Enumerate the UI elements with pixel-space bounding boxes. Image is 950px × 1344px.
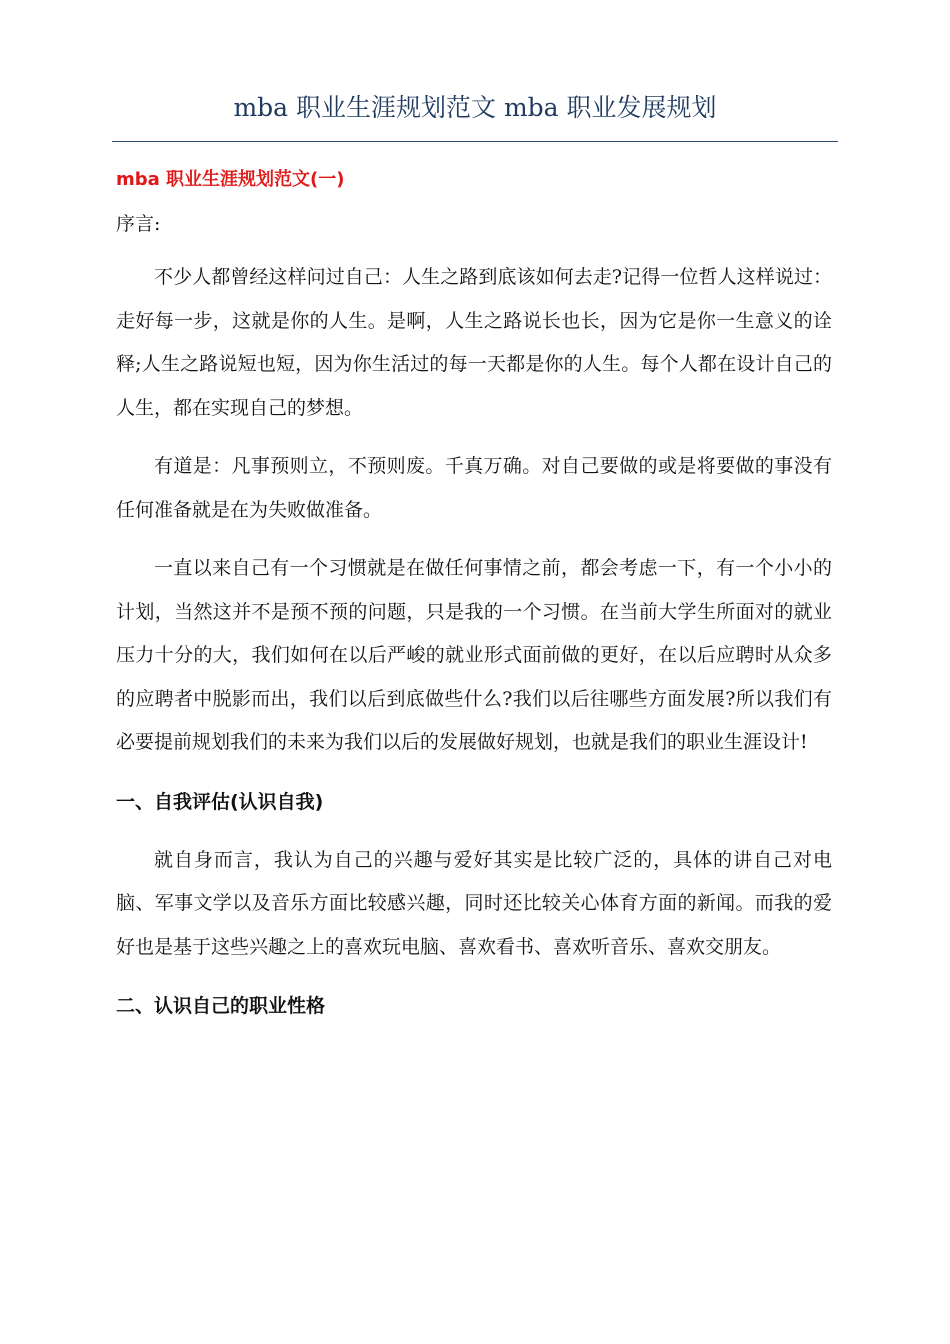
paragraph-3: 一直以来自己有一个习惯就是在做任何事情之前，都会考虑一下，有一个小小的计划，当然这并不是预不预的问题，只是我的一个习惯。在当前大学生所面对的就业压力十分的大，我们如何在以后严峻的就业形式面前做的更好，在以后应聘时从众多的应聘者中脱影而出，我们以后到底做些什么?我们以后往哪些方面发展?所以我们有必要提前规划我们的未来为我们以后的发展做好规划，也就是我们的职业生涯设计!: [116, 557, 832, 753]
paragraph-2: 有道是：凡事预则立，不预则废。千真万确。对自己要做的或是将要做的事没有任何准备就是在为失败做准备。: [116, 455, 832, 521]
paragraph-1: 不少人都曾经这样问过自己：人生之路到底该如何去走?记得一位哲人这样说过：走好每一步，这就是你的人生。是啊，人生之路说长也长，因为它是你一生意义的诠释;人生之路说短也短，因为你生活过的每一天都是你的人生。每个人都在设计自己的人生，都在实现自己的梦想。: [116, 266, 832, 419]
heading-career-personality: 二、认识自己的职业性格: [116, 995, 326, 1017]
document-body: [116, 158, 832, 1028]
document-title: mba 职业生涯规划范文 mba 职业发展规划: [233, 93, 717, 122]
title-divider: [112, 141, 838, 142]
section-title: mba 职业生涯规划范文(一): [116, 169, 345, 190]
heading-self-assessment: 一、自我评估(认识自我): [116, 790, 324, 813]
preface-label: 序言:: [116, 213, 161, 235]
paragraph-4: 就自身而言，我认为自己的兴趣与爱好其实是比较广泛的，具体的讲自己对电脑、军事文学以及音乐方面比较感兴趣，同时还比较关心体育方面的新闻。而我的爱好也是基于这些兴趣之上的喜欢玩电脑、喜欢看书、喜欢听音乐、喜欢交朋友。: [116, 848, 832, 958]
